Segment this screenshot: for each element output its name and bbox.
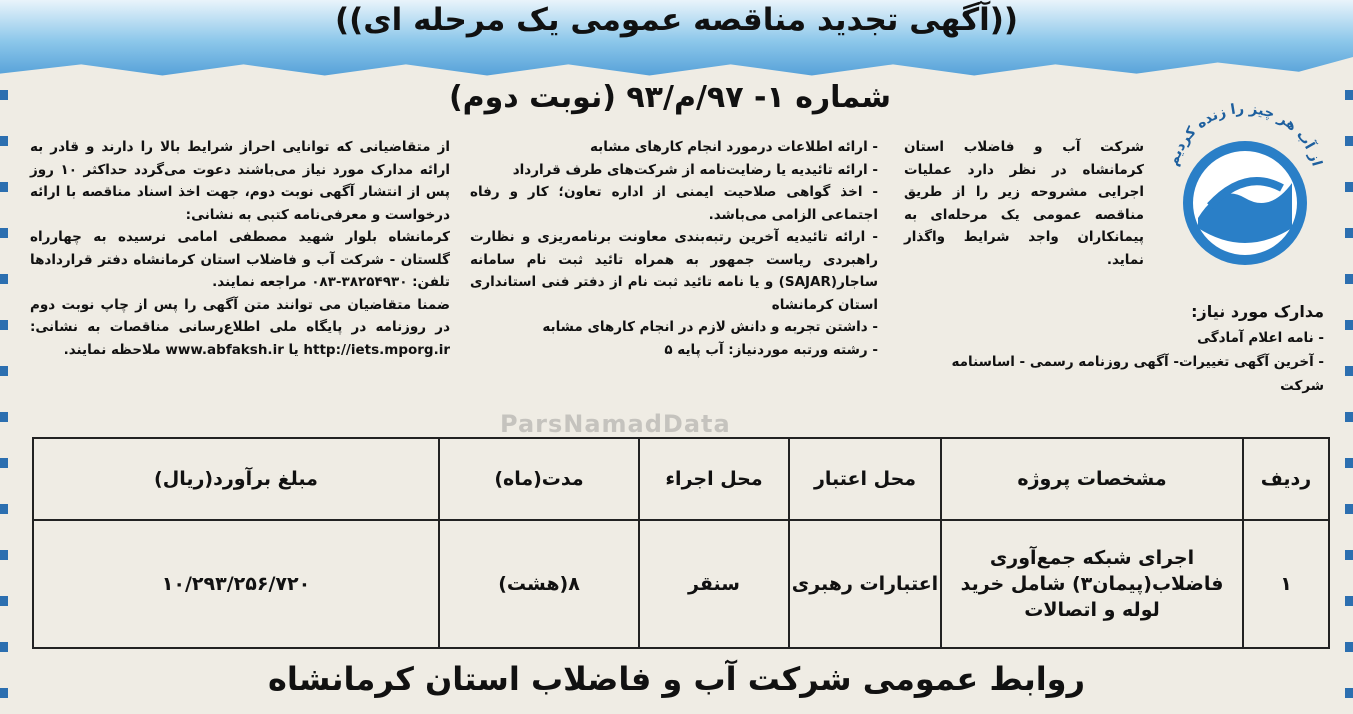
required-documents	[904, 300, 1324, 398]
water-company-logo-icon	[1150, 88, 1340, 278]
cell-funding-source: اعتبارات رهبری	[789, 520, 941, 648]
watermark: ParsNamadData	[500, 410, 731, 438]
cell-location: سنقر	[639, 520, 789, 648]
right-border-decoration	[1345, 90, 1353, 710]
table-row	[33, 520, 1329, 648]
cell-duration: ۸(هشت)	[439, 520, 639, 648]
table-header-row	[33, 438, 1329, 520]
cell-row-number: ۱	[1243, 520, 1329, 648]
requirement-item: - ارائه تائیدیه آخرین رتبه‌بندی معاونت برنامه‌ریزی و نظارت راهبردی ریاست جمهور به همراه تائید ثبت نام سامانه ساجار(SAJAR) و یا نامه تائید ثبت نام از دفتر فنی استانداری استان کرمانشاه	[470, 229, 878, 313]
requirement-item: - ارائه اطلاعات درمورد انجام کارهای مشابه	[589, 139, 878, 155]
left-border-decoration	[0, 90, 8, 710]
address-paragraph: کرمانشاه بلوار شهید مصطفی امامی نرسیده به چهارراه گلستان - شرکت آب و فاضلاب استان کرمانشاه دفتر قراردادها تلفن: ۳۸۲۵۴۹۳۰-۰۸۳ مراجعه نمایند.	[30, 229, 450, 290]
header-row-number: ردیف	[1243, 438, 1329, 520]
requirement-item: - اخذ گواهی صلاحیت ایمنی از اداره تعاون؛ کار و رفاه اجتماعی الزامی می‌باشد.	[470, 184, 878, 223]
instructions-text	[30, 136, 450, 361]
requirement-item: - ارائه تائیدیه یا رضایت‌نامه از شرکت‌های طرف قرارداد	[512, 161, 878, 178]
project-table	[32, 437, 1330, 649]
header-location: محل اجراء	[639, 438, 789, 520]
ad-title: ((آگهی تجدید مناقصه عمومی یک مرحله ای))	[334, 2, 1019, 38]
requirements-list	[470, 136, 878, 361]
document-item: - آخرین آگهی تغییرات- آگهی روزنامه رسمی - اساسنامه شرکت	[951, 354, 1324, 394]
header-funding-source: محل اعتبار	[789, 438, 941, 520]
cell-estimated-amount: ۱۰/۲۹۳/۲۵۶/۷۲۰	[33, 520, 439, 648]
header-estimated-amount: مبلغ برآورد(ریال)	[33, 438, 439, 520]
ad-number: شماره ۱- ۹۷/م/۹۳ (نوبت دوم)	[448, 80, 892, 115]
cell-project-spec: اجرای شبکه جمع‌آوری فاضلاب(پیمان۳) شامل خرید لوله و اتصالات	[941, 520, 1243, 648]
document-item: - نامه اعلام آمادگی	[1197, 330, 1324, 346]
header-duration: مدت(ماه)	[439, 438, 639, 520]
intro-text: شرکت آب و فاضلاب استان کرمانشاه در نظر دارد عملیات اجرایی مشروحه زیر را از طریق مناقصه عمومی یک مرحله‌ای به پیمانکاران واجد شرایط واگذار نماید.	[904, 139, 1144, 268]
footer-signature: روابط عمومی شرکت آب و فاضلاب استان کرمانشاه	[268, 660, 1085, 698]
requirement-item: - رشته ورتبه موردنیاز: آب پایه ۵	[664, 341, 878, 358]
instruction-paragraph: از متقاضیانی که توانایی احراز شرایط بالا را دارند و قادر به ارائه مدارک مورد نیاز می‌باشند دعوت می‌گردد حداکثر ۱۰ روز پس از انتشار آگهی نوبت دوم، جهت اخذ اسناد مناقصه با ارائه درخواست و معرفی‌نامه کتبی به نشانی:	[30, 139, 450, 223]
requirement-item: - داشتن تجربه و دانش لازم در انجام کارهای مشابه	[542, 319, 878, 335]
svg-text:از آب هر چیز را زنده کردیم: از آب هر چیز را زنده کردیم	[1165, 100, 1325, 169]
website-paragraph: ضمنا متقاضیان می توانند متن آگهی را پس از چاپ نوبت دوم در روزنامه در پایگاه ملی اطلاع‌رسانی مناقصات به نشانی: http://iets.mporg.ir یا www.abfaksh.ir ملاحظه نمایند.	[30, 296, 450, 358]
header-project-spec: مشخصات پروژه	[941, 438, 1243, 520]
documents-heading: مدارک مورد نیاز:	[1191, 302, 1324, 321]
